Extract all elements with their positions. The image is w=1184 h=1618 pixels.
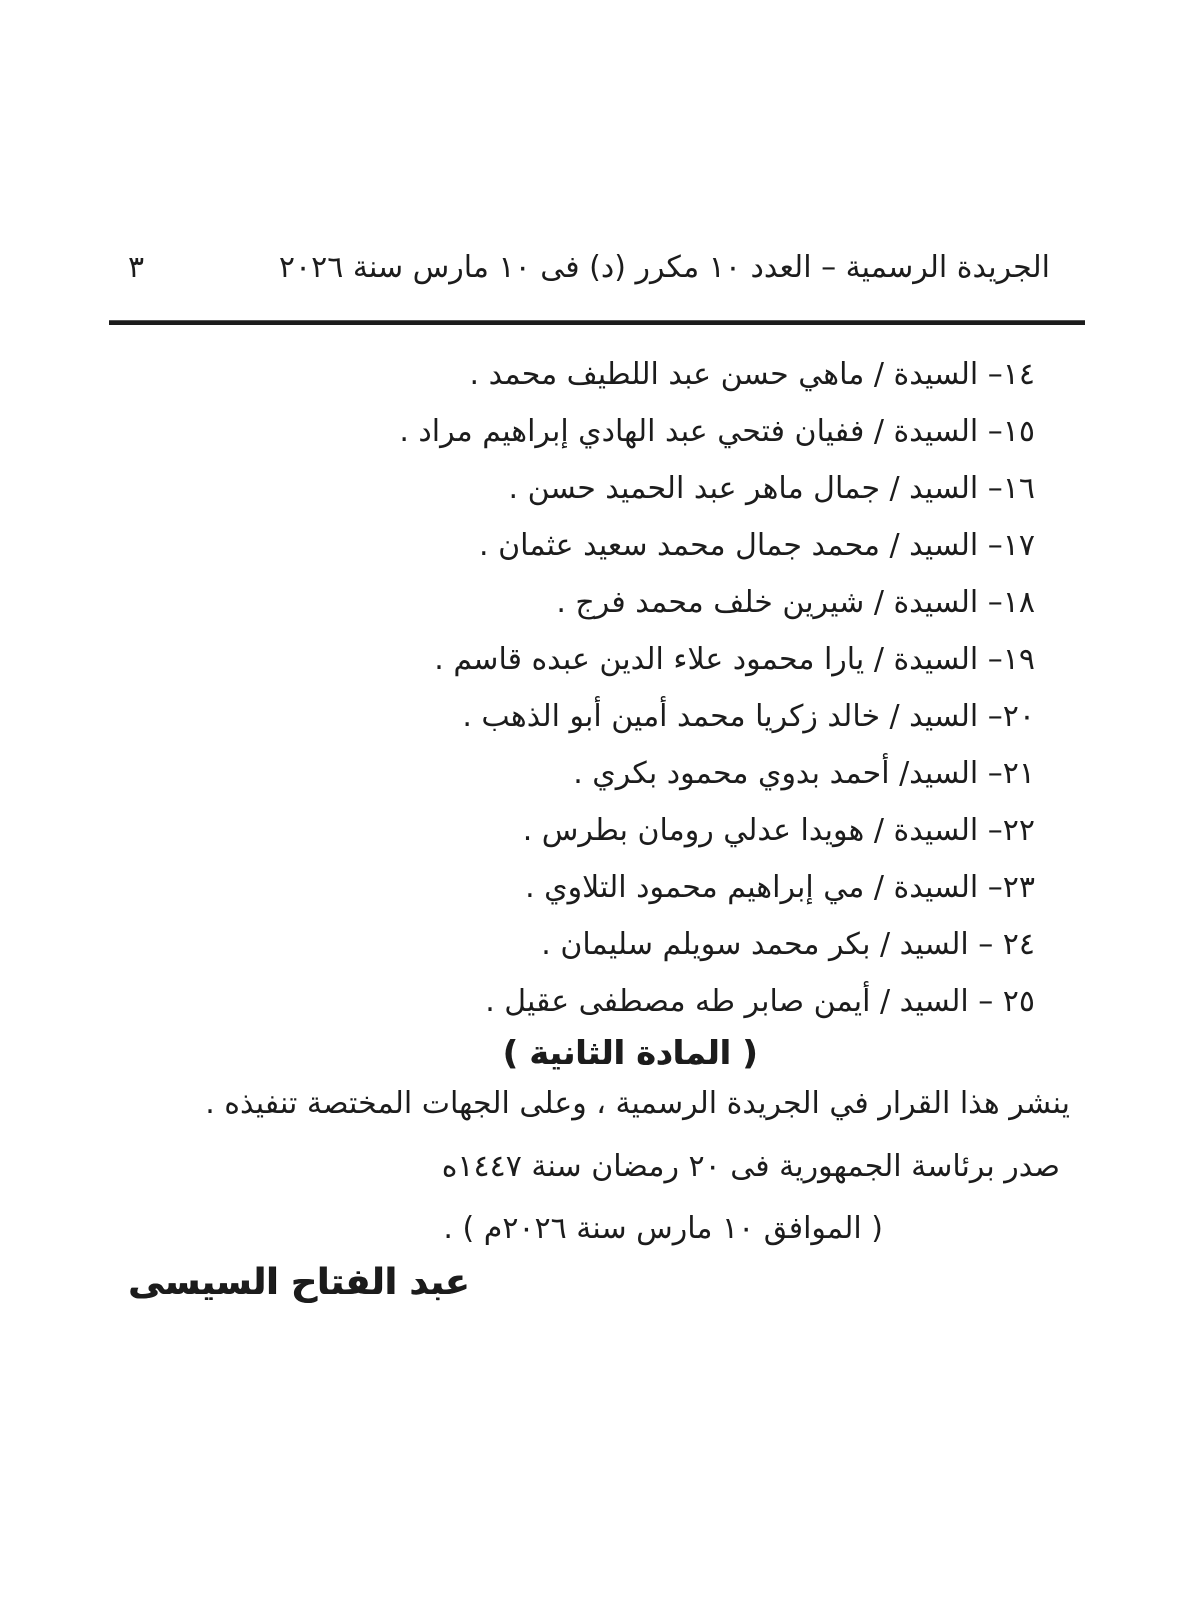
name-list-item: ٢٤ – السيد / بكر محمد سويلم سليمان .: [541, 927, 1035, 962]
president-signature: عبد الفتاح السيسى: [128, 1262, 470, 1303]
article-two-heading-text: ( المادة الثانية ): [502, 1033, 758, 1072]
name-list-item: ٢١– السيد/ أحمد بدوي محمود بكري .: [573, 756, 1035, 791]
gazette-header-title: الجريدة الرسمية – العدد ١٠ مكرر (د) فى ١٠ مارس سنة ٢٠٢٦: [278, 250, 1050, 285]
name-list-item: ٢٢– السيدة / هويدا عدلي رومان بطرس .: [522, 813, 1035, 848]
name-list-item: ١٩– السيدة / يارا محمود علاء الدين عبده قاسم .: [434, 642, 1035, 677]
page-header: [128, 250, 1050, 285]
publish-clause: ينشر هذا القرار في الجريدة الرسمية ، وعلى الجهات المختصة تنفيذه .: [205, 1086, 1070, 1121]
name-list-item: ١٧– السيد / محمد جمال محمد سعيد عثمان .: [479, 528, 1035, 563]
issued-at-presidency-line: صدر برئاسة الجمهورية فى ٢٠ رمضان سنة ١٤٤٧ه: [441, 1149, 1060, 1184]
name-list-item: ٢٣– السيدة / مي إبراهيم محمود التلاوي .: [525, 870, 1035, 905]
name-list-item: ١٨– السيدة / شيرين خلف محمد فرج .: [556, 585, 1035, 620]
header-divider-rule: [109, 320, 1085, 325]
name-list-item: ٢٥ – السيد / أيمن صابر طه مصطفى عقيل .: [485, 984, 1035, 1019]
corresponding-gregorian-date-line: ( الموافق ١٠ مارس سنة ٢٠٢٦م ) .: [443, 1211, 883, 1246]
name-list-item: ١٤– السيدة / ماهي حسن عبد اللطيف محمد .: [469, 357, 1035, 392]
name-list-item: ١٦– السيد / جمال ماهر عبد الحميد حسن .: [508, 471, 1035, 506]
appointed-names-list: [100, 346, 1035, 1030]
name-list-item: ١٥– السيدة / ففيان فتحي عبد الهادي إبراهيم مراد .: [399, 414, 1035, 449]
page-number: ٣: [128, 250, 145, 285]
name-list-item: ٢٠– السيد / خالد زكريا محمد أمين أبو الذهب .: [462, 699, 1035, 734]
article-two-heading: [0, 1031, 1184, 1075]
